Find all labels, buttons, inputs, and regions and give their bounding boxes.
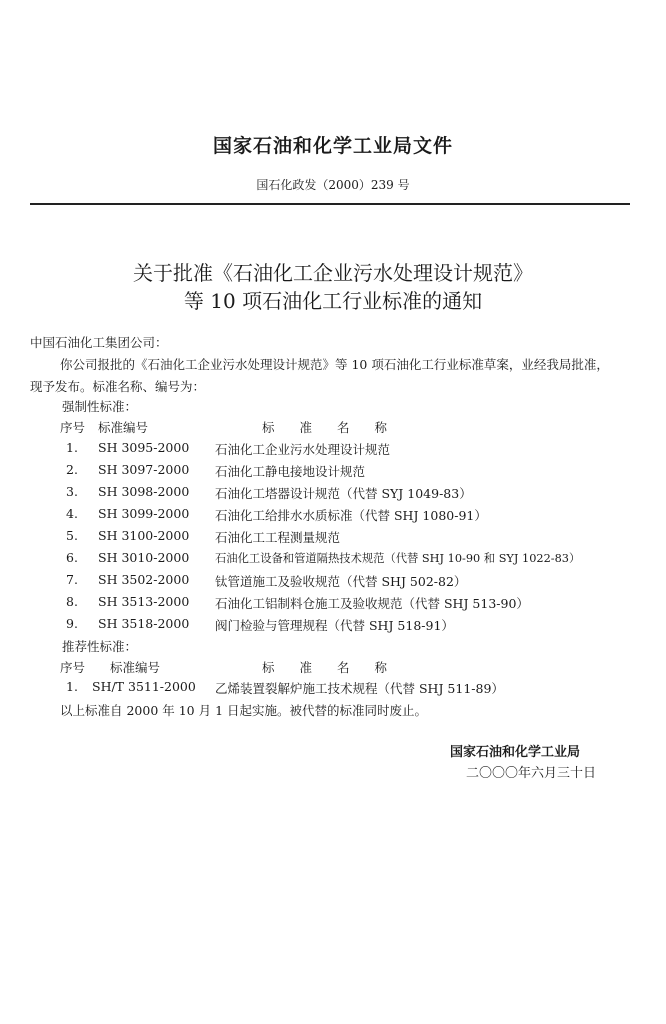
- notice-title-line-2: 等 10 项石油化工行业标准的通知: [183, 289, 483, 313]
- table-row-name: 石油化工给排水水质标准（代替 SHJ 1080-91）: [215, 508, 487, 523]
- table-row-no: 4.: [66, 506, 78, 521]
- signing-authority: 国家石油和化学工业局: [450, 745, 581, 760]
- table-row-name: 石油化工工程测量规范: [215, 530, 341, 545]
- column-header-code: 标准编号: [110, 660, 161, 675]
- table-row-name: 石油化工企业污水处理设计规范: [215, 442, 391, 457]
- table-row-name: 阀门检验与管理规程（代替 SHJ 518-91）: [215, 618, 454, 633]
- column-header-no: 序号: [60, 420, 86, 435]
- table-row-no: 2.: [66, 462, 78, 477]
- effective-date-statement: 以上标准自 2000 年 10 月 1 日起实施。被代替的标准同时废止。: [60, 703, 428, 718]
- body-paragraph-line-2: 现予发布。标准名称、编号为：: [30, 379, 206, 394]
- header-divider: [30, 203, 630, 205]
- table-row-code: SH 3095-2000: [98, 440, 190, 455]
- table-row-code: SH/T 3511-2000: [92, 679, 196, 694]
- table-row-name: 钛管道施工及验收规范（代替 SHJ 502-82）: [215, 574, 467, 589]
- table-row-no: 3.: [66, 484, 78, 499]
- column-header-name: 标 准 名 称: [262, 420, 388, 435]
- table-row-name: 石油化工设备和管道隔热技术规范（代替 SHJ 10-90 和 SYJ 1022-83）: [215, 552, 581, 565]
- table-row-code: SH 3097-2000: [98, 462, 190, 477]
- table-row-no: 1.: [66, 440, 78, 455]
- body-paragraph-line-1: 你公司报批的《石油化工企业污水处理设计规范》等 10 项石油化工行业标准草案，业经我局批准，: [60, 357, 609, 372]
- table-row-no: 8.: [66, 594, 78, 609]
- table-row-name: 石油化工铝制料仓施工及验收规范（代替 SHJ 513-90）: [215, 596, 529, 611]
- table-row-no: 9.: [66, 616, 78, 631]
- table-row-name: 乙烯装置裂解炉施工技术规程（代替 SHJ 511-89）: [215, 681, 504, 696]
- salutation: 中国石油化工集团公司：: [30, 335, 168, 350]
- table-row-code: SH 3098-2000: [98, 484, 190, 499]
- table-row-name: 石油化工静电接地设计规范: [215, 464, 366, 479]
- issuing-authority-header: 国家石油和化学工业局文件: [212, 135, 453, 157]
- recommended-standards-heading: 推荐性标准：: [62, 639, 138, 654]
- table-row-name: 石油化工塔器设计规范（代替 SYJ 1049-83）: [215, 486, 472, 501]
- table-row-code: SH 3099-2000: [98, 506, 190, 521]
- mandatory-standards-heading: 强制性标准：: [62, 399, 138, 414]
- table-row-no: 6.: [66, 550, 78, 565]
- column-header-name: 标 准 名 称: [262, 660, 388, 675]
- issue-date: 二〇〇〇年六月三十日: [466, 766, 597, 781]
- table-row-no: 5.: [66, 528, 78, 543]
- column-header-no: 序号: [60, 660, 86, 675]
- table-row-no: 1.: [66, 679, 78, 694]
- document-number: 国石化政发（2000）239 号: [256, 178, 410, 192]
- table-row-code: SH 3010-2000: [98, 550, 190, 565]
- table-row-code: SH 3502-2000: [98, 572, 190, 587]
- notice-title-line-1: 关于批准《石油化工企业污水处理设计规范》: [133, 261, 533, 285]
- table-row-no: 7.: [66, 572, 78, 587]
- table-row-code: SH 3100-2000: [98, 528, 190, 543]
- table-row-code: SH 3513-2000: [98, 594, 190, 609]
- table-row-code: SH 3518-2000: [98, 616, 190, 631]
- column-header-code: 标准编号: [98, 420, 149, 435]
